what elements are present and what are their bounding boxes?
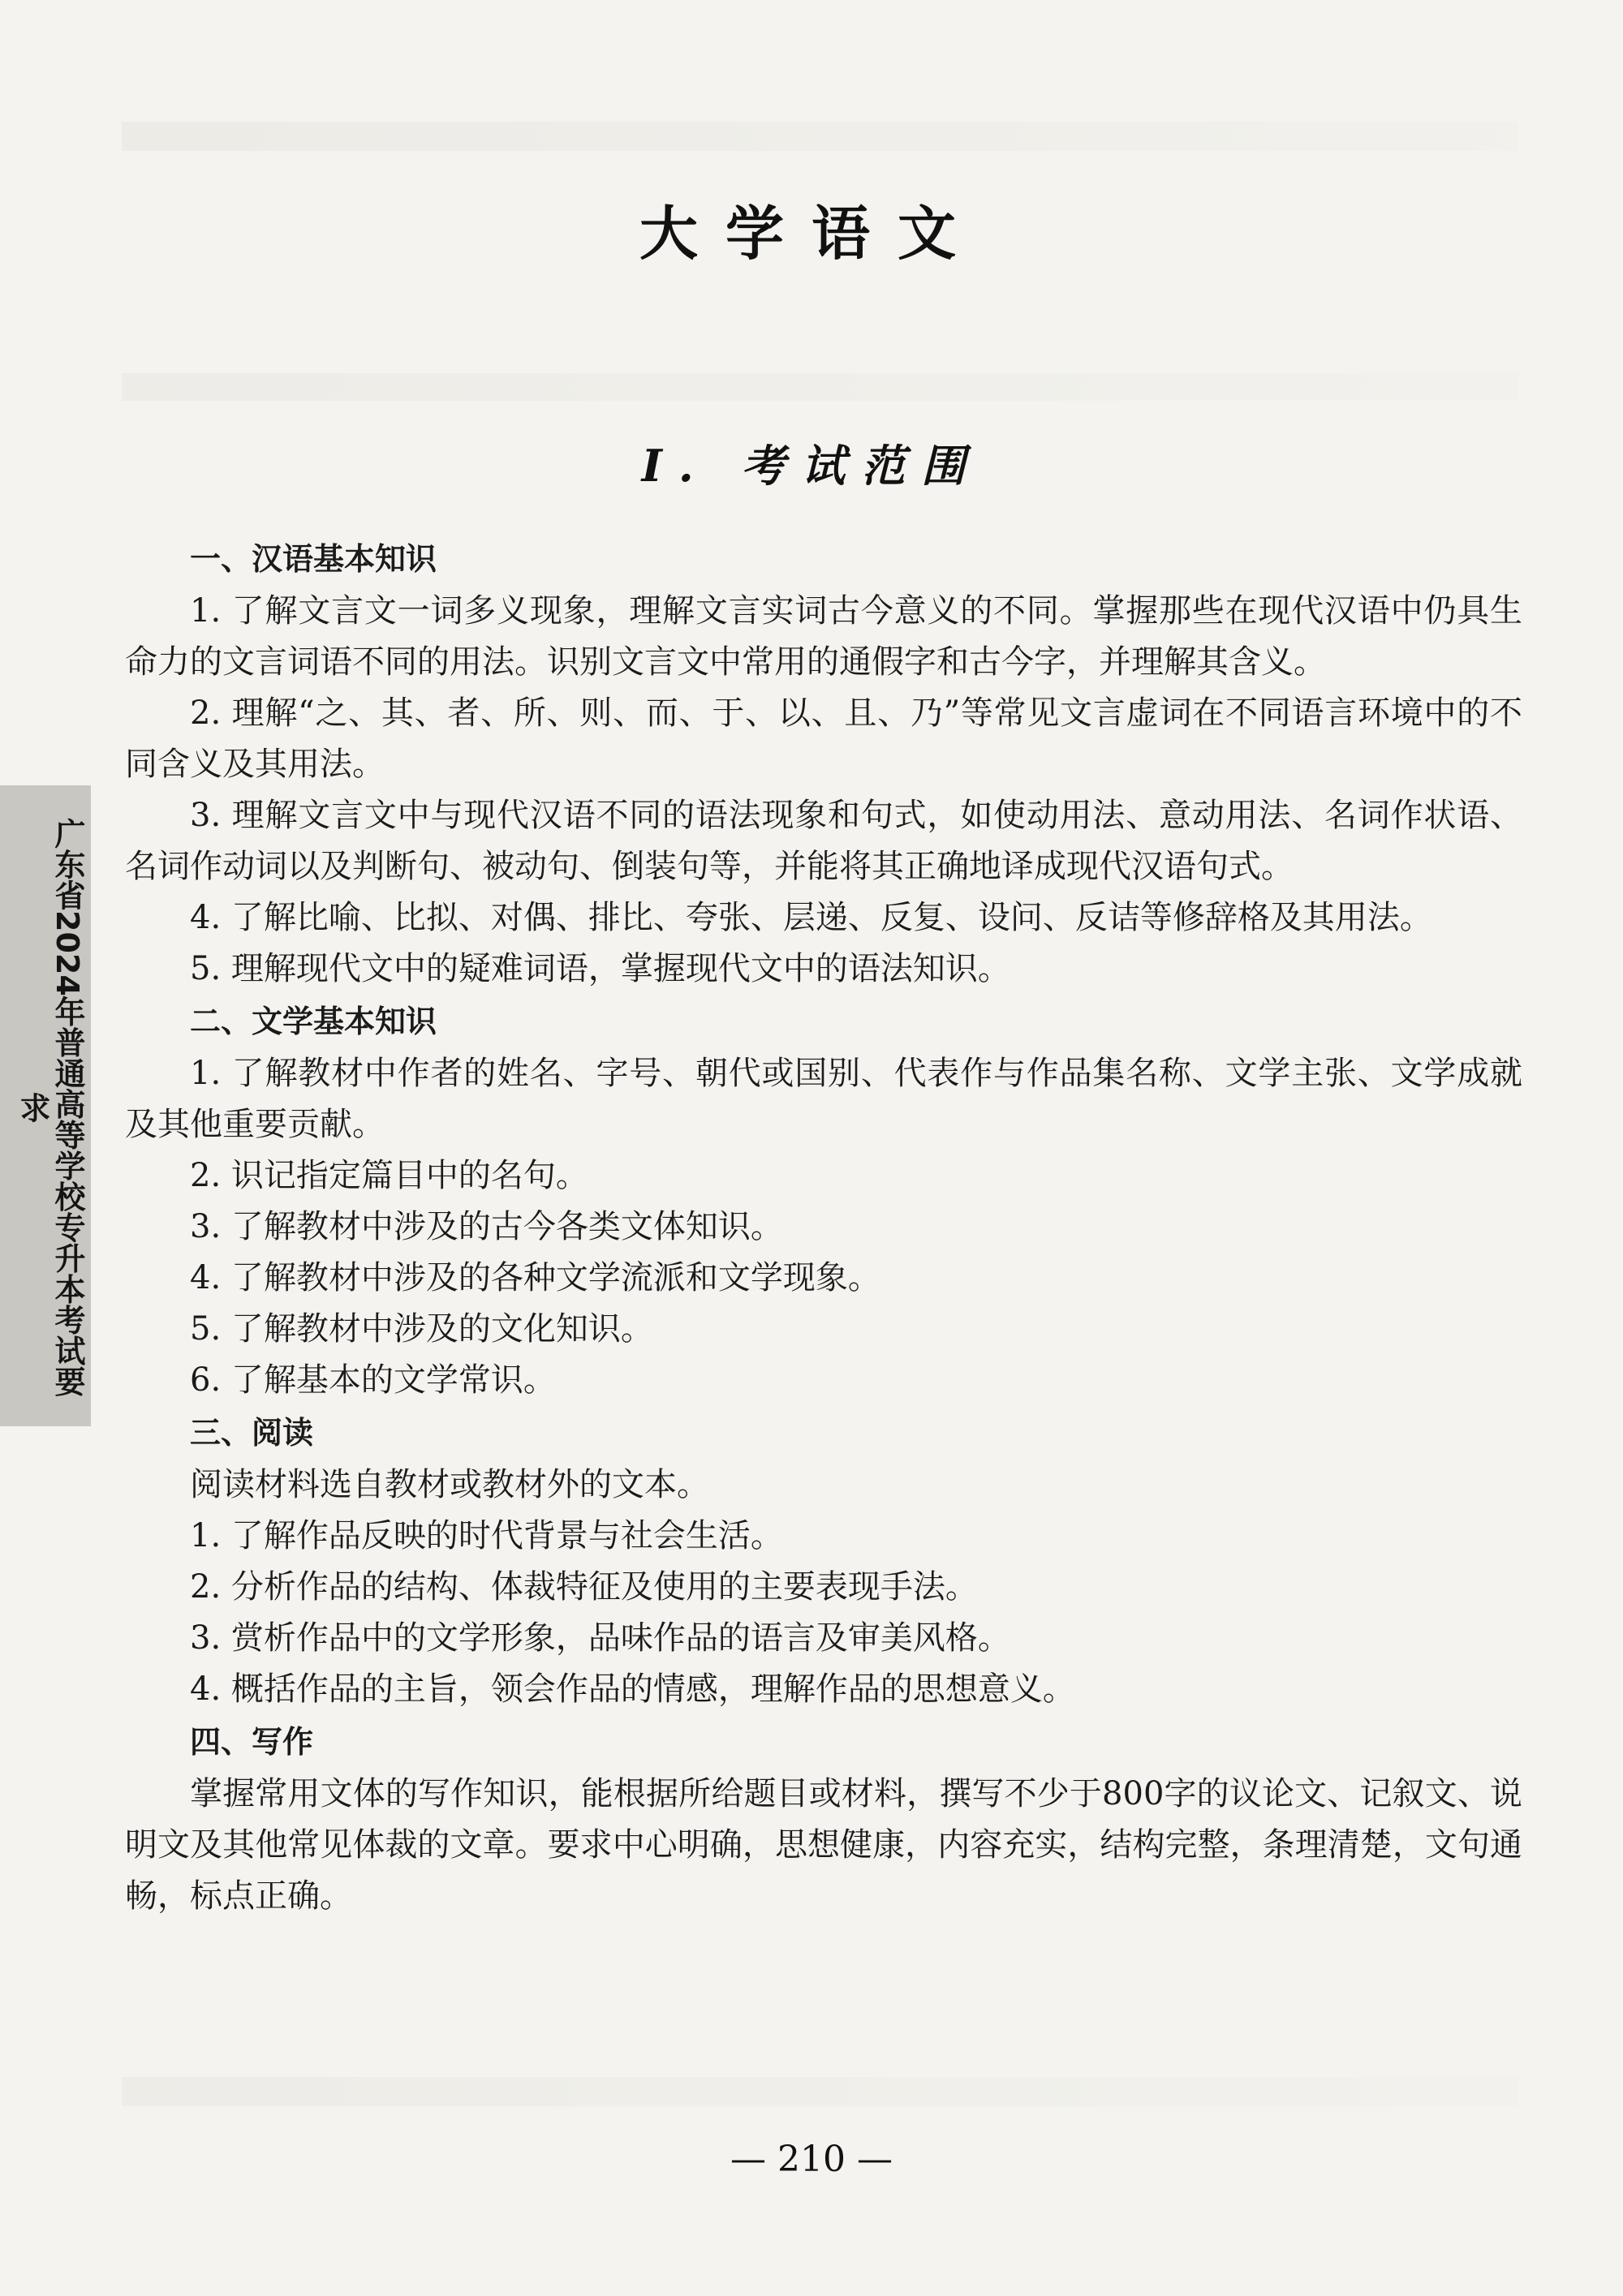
section-heading: 四、写作 [190,1724,314,1760]
bleed-through-text [122,2077,1518,2106]
paragraph: 2. 分析作品的结构、体裁特征及使用的主要表现手法。 [190,1568,978,1606]
section-block [125,995,1522,1406]
paragraph: 6. 了解基本的文学常识。 [190,1361,556,1399]
paragraph: 5. 理解现代文中的疑难词语，掌握现代文中的语法知识。 [190,950,1010,987]
side-label: 广东省2024年普通高等学校专升本考试要求 [15,818,85,1397]
paragraph: 3. 赏析作品中的文学形象，品味作品的语言及审美风格。 [190,1619,1010,1657]
section-heading: 三、阅读 [190,1415,314,1451]
paragraph: 4. 了解教材中涉及的各种文学流派和文学现象。 [190,1259,880,1296]
paragraph: 2. 识记指定篇目中的名句。 [190,1157,588,1194]
paragraph: 1. 了解文言文一词多义现象，理解文言实词古今意义的不同。掌握那些在现代汉语中仍具生命力的文言词语不同的用法。识别文言文中常用的通假字和古今字，并理解其含义。 [125,592,1522,681]
paragraph: 3. 理解文言文中与现代汉语不同的语法现象和句式，如使动用法、意动用法、名词作状语、名词作动词以及判断句、被动句、倒装句等，并能将其正确地译成现代汉语句式。 [125,797,1522,885]
bleed-through-text [1250,57,1260,89]
section-title: Ⅰ. 考试范围 [641,440,982,492]
paragraph: 掌握常用文体的写作知识，能根据所给题目或材料，撰写不少于800字的议论文、记叙文、说明文及其他常见体裁的文章。要求中心明确，思想健康，内容充实，结构完整，条理清楚，文句通畅，标点正确。 [125,1775,1522,1915]
section-block [125,1406,1522,1715]
paragraph: 3. 了解教材中涉及的古今各类文体知识。 [190,1208,783,1245]
section-heading: 一、汉语基本知识 [190,541,437,577]
paragraph: 4. 了解比喻、比拟、对偶、排比、夸张、层递、反复、设问、反诘等修辞格及其用法。 [190,899,1432,936]
bleed-through-text [122,373,1518,401]
page-number: — 210 — [730,2139,893,2180]
paragraph: 4. 概括作品的主旨，领会作品的情感，理解作品的思想意义。 [190,1670,1075,1708]
main-content [125,532,1522,1922]
section-heading: 二、文学基本知识 [190,1004,437,1039]
paragraph: 5. 了解教材中涉及的文化知识。 [190,1310,653,1348]
bleed-through-text [122,122,1518,151]
paragraph: 阅读材料选自教材或教材外的文本。 [190,1466,709,1503]
section-block [125,532,1522,995]
paragraph: 1. 了解教材中作者的姓名、字号、朝代或国别、代表作与作品集名称、文学主张、文学成就及其他重要贡献。 [125,1055,1522,1143]
paragraph: 2. 理解“之、其、者、所、则、而、于、以、且、乃”等常见文言虚词在不同语言环境中的不同含义及其用法。 [125,694,1522,783]
paragraph: 1. 了解作品反映的时代背景与社会生活。 [190,1517,783,1554]
section-block [125,1715,1522,1922]
page-title: 大学语文 [639,200,984,268]
